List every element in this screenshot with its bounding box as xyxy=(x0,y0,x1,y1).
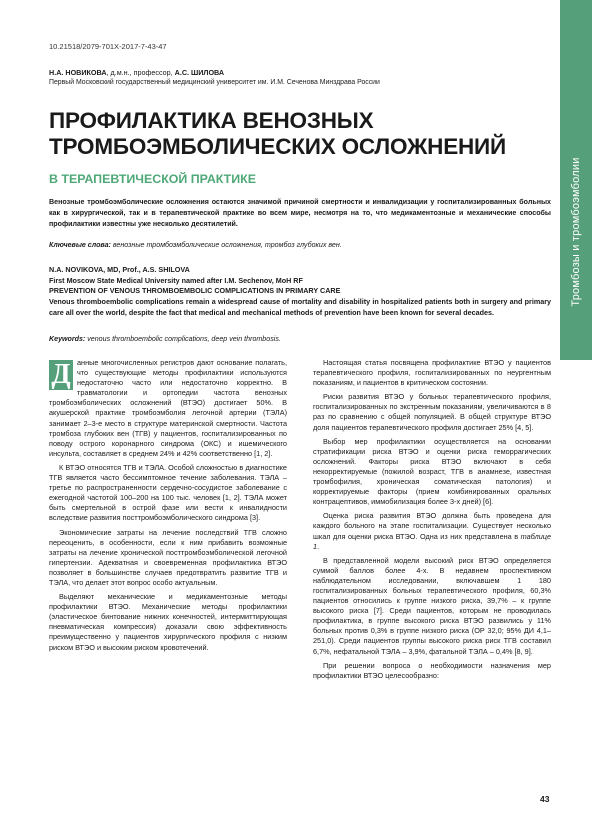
article-subtitle: В ТЕРАПЕВТИЧЕСКОЙ ПРАКТИКЕ xyxy=(49,172,256,186)
keywords-en-text: venous thromboembolic complications, deep vein thrombosis. xyxy=(85,335,281,343)
authors-en-names: N.A. NOVIKOVA, MD, Prof., A.S. SHILOVA xyxy=(49,265,190,274)
keywords-ru-text: венозные тромбоэмболические осложнения, тромбоз глубоких вен. xyxy=(110,241,342,249)
keywords-en xyxy=(49,334,551,345)
table-reference: таблице 1 xyxy=(313,531,551,551)
paragraph xyxy=(313,511,551,551)
title-line-2: ТРОМБОЭМБОЛИЧЕСКИХ ОСЛОЖНЕНИЙ xyxy=(49,134,506,159)
paragraph: Выбор мер профилактики осуществляется на основании стратификации риска ВТЭО и оценки риска геморрагических осложнений. Факторы риска ВТЭО включают в себя некорректируемые (пожилой возраст, ТГВ в анамнезе, известная тромбофилия, хроническая соматическая патология) и корректируемые факторы (прием комбинированных оральных контрацептивов, иммобилизация более 3-х дней) [6]. xyxy=(313,436,551,507)
drop-cap: Д xyxy=(49,360,73,390)
title-en: PREVENTION OF VENOUS THROMBOEMBOLIC COMPLICATIONS IN PRIMARY CARE xyxy=(49,286,341,295)
paragraph-text: анные многочисленных регистров дают основание полагать, что существующие методы профилактики используются недостаточно часто или недостаточно корректно. В травматологии и ортопедии частота венозных тромбоэмболических осложнений (ВТЭО) достигает 50%. В акушерской практике тромбоэмболия легочной артерии (ТЭЛА) занимает 2–3-е место в структуре материнской смертности. Частота тромбоза глубоких вен (ТГВ) у пациентов, госпитализированных по поводу острого коронарного синдрома (ОКС) и ишемического инсульта, составляет в среднем 24% и 42% соответственно [1, 2]. xyxy=(49,358,287,458)
paragraph: Настоящая статья посвящена профилактике ВТЭО у пациентов терапевтического профиля, госпитализированных по неургентным показаниям, и пациентов в критическом состоянии. xyxy=(313,358,551,388)
title-line-1: ПРОФИЛАКТИКА ВЕНОЗНЫХ xyxy=(49,108,374,133)
paragraph: К ВТЭО относятся ТГВ и ТЭЛА. Особой сложностью в диагностике ТГВ является часто бессимптомное течение заболевания. ТЭЛА – третье по распространенности сердечно-сосудистое заболевание с ежегодной частотой 100–200 на 100 тыс. человек [1, 2]. ТЭЛА может быть смертельной в острой фазе или вести к инвалидности вследствие развития посттромбоэмболического синдрома [3]. xyxy=(49,462,287,523)
body-column-right xyxy=(313,358,551,685)
affiliation-en: First Moscow State Medical University named after I.M. Sechenov, MoH RF xyxy=(49,275,303,285)
paragraph-text: Оценка риска развития ВТЭО должна быть проведена для каждого больного на этапе госпитализации. Существует несколько шкал для оценки риска ВТЭО. Одна из них представлена в xyxy=(313,511,551,541)
section-sidebar-label: Тромбозы и тромбоэмболии xyxy=(570,157,582,307)
author2-name: А.С. ШИЛОВА xyxy=(174,68,225,77)
keywords-en-label: Keywords: xyxy=(49,335,86,343)
abstract-en: Venous thromboembolic complications remain a widespread cause of mortality and disability in hospitalized patients both in surgery and primary care all over the world, despite the fact that medical and mechanical methods of prevention have been known for several decades. xyxy=(49,297,551,317)
author1-name: Н.А. НОВИКОВА xyxy=(49,68,107,77)
article-title xyxy=(49,108,549,160)
keywords-ru xyxy=(49,240,551,251)
paragraph: В представленной модели высокий риск ВТЭО определяется суммой баллов более 4-х. В недавнем проспективном наблюдательном исследовании, включавшем 1 180 госпитализированных больных терапевтического профиля, 60,3% пациентов относились к группе низкого риска, 39,7% – к группе высокого риска [7]. Среди пациентов, которым не проводилась профилактика, в группе высокого риска ВТЭО развились у 11% больных против 0,3% в группе низкого риска (ОР 32,0; 95% ДИ 4,1–251,0). Среди пациентов группы высокого риска риск ТГВ составил 6,7%, нефатальной ТЭЛА – 3,9%, фатальной ТЭЛА – 0,4% [8, 9]. xyxy=(313,555,551,656)
page-number: 43 xyxy=(540,794,550,804)
doi: 10.21518/2079-701X-2017-7-43-47 xyxy=(49,42,167,51)
paragraph: Выделяют механические и медикаментозные методы профилактики ВТЭО. Механические методы профилактики (эластическое бинтование нижних конечностей, интермиттирующая пневматическая компрессия) доказали свою эффективность преимущественно у пациентов хирургического профиля с низким риском ВТЭО и высоким риском кровотечений. xyxy=(49,592,287,652)
paragraph: Экономические затраты на лечение последствий ТГВ сложно переоценить, в особенности, если к ним прибавить возможные затраты на лечение хронической посттромбоэмболической легочной гипертензии. Адекватная и своевременная профилактика ВТЭО позволяет в большинстве случаев предотвратить развитие ТГВ и ТЭЛА, что делает этот вопрос особо актуальным. xyxy=(49,527,287,587)
body-column-left xyxy=(49,358,287,657)
authors-ru xyxy=(49,68,224,77)
paragraph: Риски развития ВТЭО у больных терапевтического профиля, госпитализированных по экстренным показаниям, увеличиваются в 8 раз по сравнению с общей популяцией. В общей структуре ВТЭО доля пациентов терапевтического профиля достигает 25% [4, 5]. xyxy=(313,392,551,432)
author1-degree: , д.м.н., профессор, xyxy=(106,68,175,77)
paragraph xyxy=(49,358,287,459)
paragraph: При решении вопроса о необходимости назначения мер профилактики ВТЭО целесообразно: xyxy=(313,660,551,680)
affiliation-ru: Первый Московский государственный медицинский университет им. И.М. Сеченова Минздрава России xyxy=(49,79,380,86)
keywords-ru-label: Ключевые слова: xyxy=(49,241,111,249)
abstract-ru: Венозные тромбоэмболические осложнения остаются значимой причиной смертности и инвалидизации у госпитализированных больных как в хирургической, так и в терапевтической практике во всем мире, несмотря на то, что медикаментозные и механические способы профилактики известны уже несколько десятилетий. xyxy=(49,198,551,228)
authors-en xyxy=(49,265,340,297)
paragraph-text: . xyxy=(317,541,320,551)
